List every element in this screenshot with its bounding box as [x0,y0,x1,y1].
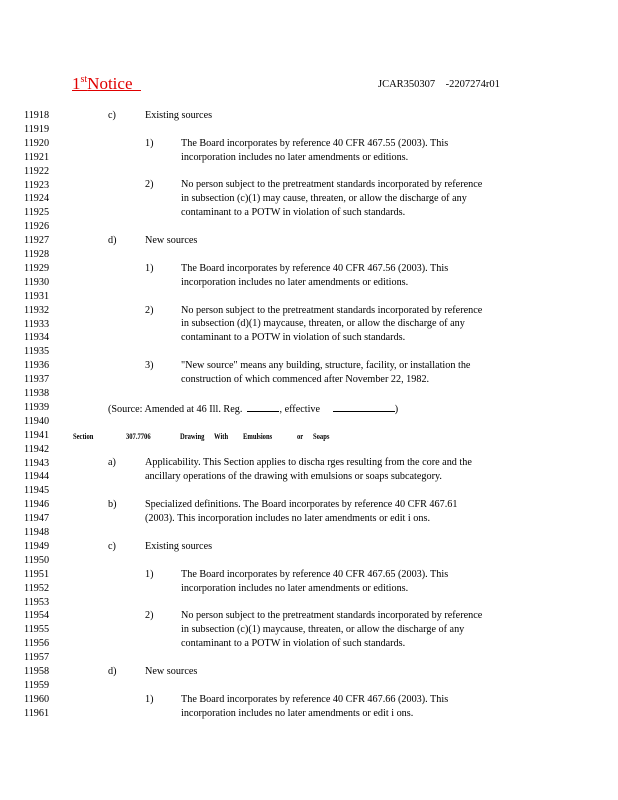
line-number: 11924 [24,193,50,205]
line-number: 11927 [24,235,50,247]
line-number: 11955 [24,624,50,636]
item-label: b) [108,499,117,510]
line-number: 11940 [24,415,50,427]
line-number: 11932 [24,304,50,316]
source-text: (Source: Amended at 46 Ill. Reg. [108,404,243,415]
text-line: (2003). This incorporation includes no later amendments or edit i ons. [145,513,431,524]
line-number: 11929 [24,262,50,274]
text-line: No person subject to the pretreatment standards incorporated by reference [181,610,483,621]
notice-word: Notice [87,74,133,93]
line-number: 11948 [24,527,50,538]
line-number: 11951 [24,568,50,580]
line-number: 11937 [24,374,50,386]
document-id: JCAR350307 -2207274r01 [378,79,500,90]
section-title-word: Drawing [180,432,205,441]
subheading: Existing sources [145,541,213,552]
notice-superscript: st [80,74,88,85]
text-line: in subsection (d)(1) maycause, threaten, or allow the discharge of any [181,318,465,329]
line-number: 11956 [24,638,50,650]
text-line: contaminant to a POTW in violation of such standards. [181,332,406,343]
item-label: d) [108,235,117,246]
line-number: 11946 [24,499,50,511]
text-line: The Board incorporates by reference 40 CFR 467.65 (2003). This [181,569,449,580]
section-title-word: or [297,432,304,441]
text-line: incorporation includes no later amendments or editions. [181,152,409,163]
line-number: 11953 [24,596,50,608]
item-label: 2) [145,610,154,621]
line-number: 11918 [24,110,50,121]
line-number: 11931 [24,290,50,302]
item-label: 1) [145,569,154,580]
line-number: 11949 [24,540,50,552]
text-line: No person subject to the pretreatment standards incorporated by reference [181,179,483,190]
text-line: contaminant to a POTW in violation of such standards. [181,638,406,649]
item-label: c) [108,110,116,121]
source-note [108,402,398,415]
line-number: 11926 [24,221,50,233]
text-line: incorporation includes no later amendments or editions. [181,583,409,594]
text-line: The Board incorporates by reference 40 CFR 467.66 (2003). This [181,694,449,705]
text-line: in subsection (c)(1) may cause, threaten, or allow the discharge of any [181,193,467,204]
text-line: construction of which commenced after November 22, 1982. [181,374,430,385]
line-number: 11921 [24,151,50,163]
subheading: New sources [145,235,198,246]
line-number: 11944 [24,471,50,483]
section-label: Section [73,432,94,441]
line-number: 11947 [24,513,50,525]
line-number: 11935 [24,346,50,358]
section-title-word: Emulsions [243,432,273,441]
item-label: 2) [145,305,154,316]
line-number: 11958 [24,666,50,677]
text-line: contaminant to a POTW in violation of such standards. [181,207,406,218]
text-line: The Board incorporates by reference 40 CFR 467.55 (2003). This [181,138,449,149]
line-number: 11941 [24,429,50,441]
line-number: 11939 [24,401,50,413]
notice-prefix: 1 [72,74,81,93]
line-number: 11938 [24,388,50,399]
line-number: 11934 [24,332,50,344]
line-number: 11960 [24,693,50,705]
notice-heading [72,74,141,94]
item-label: a) [108,457,116,468]
section-title-word: With [214,432,229,441]
text-line: incorporation includes no later amendments or edit i ons. [181,708,414,719]
line-number: 11920 [24,137,50,149]
source-text: ) [394,404,399,415]
text-line: in subsection (c)(1) maycause, threaten, or allow the discharge of any [181,624,465,635]
text-line: No person subject to the pretreatment standards incorporated by reference [181,305,483,316]
section-number: 307.7706 [126,432,151,441]
text-line: Specialized definitions. The Board incorporates by reference 40 CFR 467.61 [145,499,458,510]
section-title-word: Soaps [313,432,330,441]
line-number: 11952 [24,582,50,594]
text-line: The Board incorporates by reference 40 CFR 467.56 (2003). This [181,263,449,274]
line-number: 11925 [24,207,50,219]
line-number: 11957 [24,652,50,664]
blank-underline [247,402,279,412]
line-number: 11959 [24,679,50,691]
line-number: 11954 [24,610,50,622]
text-line: incorporation includes no later amendments or editions. [181,277,409,288]
line-number: 11933 [24,318,50,330]
source-text: , effective [279,404,321,415]
item-label: 3) [145,360,154,371]
line-number: 11930 [24,276,50,288]
line-number: 11919 [24,123,50,135]
text-line: ancillary operations of the drawing with emulsions or soaps subcategory. [145,471,442,482]
line-number: 11928 [24,249,50,260]
line-number: 11950 [24,554,50,566]
line-number: 11943 [24,457,50,469]
line-number: 11922 [24,165,50,177]
line-number: 11923 [24,179,50,191]
text-line: Applicability. This Section applies to discha rges resulting from the core and the [145,457,472,468]
item-label: 1) [145,138,154,149]
item-label: 1) [145,263,154,274]
subheading: Existing sources [145,110,213,121]
subheading: New sources [145,666,198,677]
line-number: 11936 [24,360,50,372]
line-number: 11945 [24,485,50,497]
line-number: 11961 [24,707,50,719]
item-label: c) [108,541,116,552]
blank-underline [333,402,395,412]
text-line: "New source" means any building, structure, facility, or installation the [181,360,471,371]
line-number: 11942 [24,443,50,455]
item-label: 1) [145,694,154,705]
item-label: d) [108,666,117,677]
item-label: 2) [145,179,154,190]
